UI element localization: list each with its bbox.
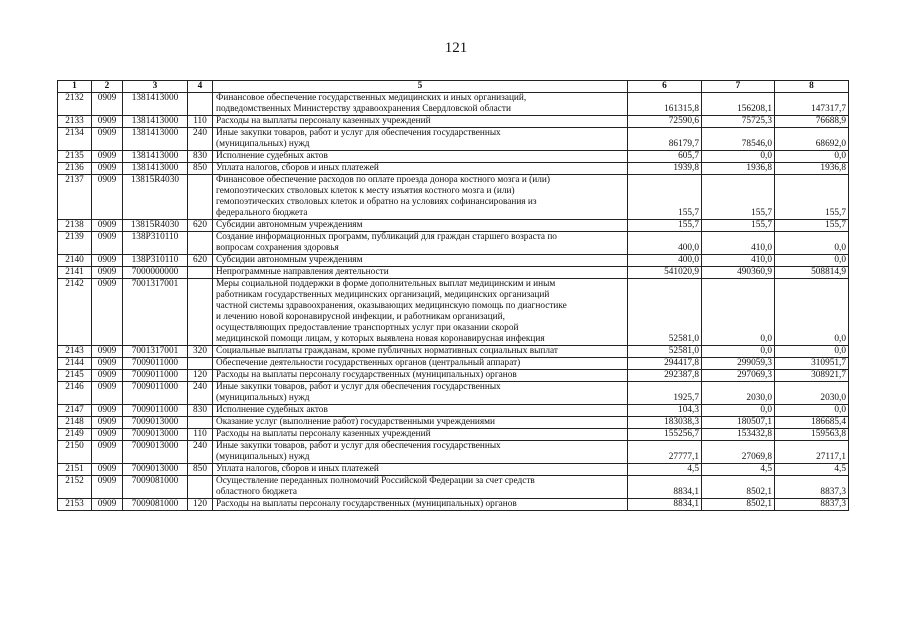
expense-type-cell: 850 — [188, 163, 213, 175]
target-article-cell: 138P310110 — [123, 232, 188, 255]
target-article-cell: 7001317001 — [123, 279, 188, 346]
amount-col7-cell: 0,0 — [702, 346, 775, 358]
amount-col7-cell: 2030,0 — [702, 382, 775, 405]
target-article-cell: 1381413000 — [123, 163, 188, 175]
section-code-cell: 0909 — [92, 151, 123, 163]
description-line: и лечению новой коронавирусной инфекции, и работникам организаций, — [216, 312, 505, 322]
amount-col6-cell: 52581,0 — [628, 346, 702, 358]
section-code-cell: 0909 — [92, 163, 123, 175]
target-article-cell: 7009011000 — [123, 382, 188, 405]
expense-type-cell — [188, 417, 213, 429]
target-article-cell: 7009013000 — [123, 429, 188, 441]
description-cell — [213, 255, 628, 267]
row-number-cell: 2146 — [58, 382, 92, 405]
section-code-cell: 0909 — [92, 220, 123, 232]
target-article-cell: 7009011000 — [123, 405, 188, 417]
amount-col6-cell: 294417,8 — [628, 358, 702, 370]
section-code-cell: 0909 — [92, 370, 123, 382]
table-row — [58, 163, 849, 175]
section-code-cell: 0909 — [92, 499, 123, 511]
section-code-cell: 0909 — [92, 175, 123, 220]
description-line: частной системы здравоохранения, оказывающих медицинскую помощь по диагностике — [216, 301, 567, 311]
amount-col8-cell: 155,7 — [775, 175, 849, 220]
row-number-cell: 2145 — [58, 370, 92, 382]
description-cell — [213, 346, 628, 358]
row-number-cell: 2137 — [58, 175, 92, 220]
row-number-cell: 2142 — [58, 279, 92, 346]
description-line: Уплата налогов, сборов и иных платежей — [216, 464, 379, 474]
table-row — [58, 93, 849, 116]
target-article-cell: 1381413000 — [123, 93, 188, 116]
amount-col7-cell: 410,0 — [702, 255, 775, 267]
description-cell — [213, 417, 628, 429]
table-row — [58, 429, 849, 441]
expense-type-cell — [188, 476, 213, 499]
amount-col6-cell: 72590,6 — [628, 116, 702, 128]
description-line: областного бюджета — [216, 487, 297, 497]
description-line: Субсидии автономным учреждениям — [216, 220, 363, 230]
amount-col7-cell: 75725,3 — [702, 116, 775, 128]
expense-type-cell: 110 — [188, 116, 213, 128]
budget-table — [57, 80, 849, 511]
description-line: Расходы на выплаты персоналу казенных учреждений — [216, 429, 431, 439]
amount-col6-cell: 541020,9 — [628, 267, 702, 279]
expense-type-cell — [188, 93, 213, 116]
description-cell — [213, 279, 628, 346]
target-article-cell: 7009011000 — [123, 370, 188, 382]
description-line: федерального бюджета — [216, 208, 308, 218]
expense-type-cell — [188, 232, 213, 255]
table-row — [58, 151, 849, 163]
description-cell — [213, 116, 628, 128]
section-code-cell: 0909 — [92, 476, 123, 499]
expense-type-cell: 620 — [188, 220, 213, 232]
amount-col8-cell: 0,0 — [775, 405, 849, 417]
description-cell — [213, 151, 628, 163]
section-code-cell: 0909 — [92, 382, 123, 405]
amount-col6-cell: 155,7 — [628, 220, 702, 232]
expense-type-cell: 620 — [188, 255, 213, 267]
amount-col6-cell: 27777,1 — [628, 441, 702, 464]
amount-col7-cell: 490360,9 — [702, 267, 775, 279]
description-line: Иные закупки товаров, работ и услуг для обеспечения государственных — [216, 441, 501, 451]
section-code-cell: 0909 — [92, 429, 123, 441]
amount-col7-cell: 0,0 — [702, 405, 775, 417]
amount-col7-cell: 155,7 — [702, 220, 775, 232]
row-number-cell: 2149 — [58, 429, 92, 441]
amount-col7-cell: 4,5 — [702, 464, 775, 476]
row-number-cell: 2135 — [58, 151, 92, 163]
amount-col6-cell: 605,7 — [628, 151, 702, 163]
description-cell — [213, 464, 628, 476]
amount-col8-cell: 308921,7 — [775, 370, 849, 382]
amount-col8-cell: 68692,0 — [775, 128, 849, 151]
section-code-cell: 0909 — [92, 267, 123, 279]
amount-col6-cell: 1925,7 — [628, 382, 702, 405]
table-row — [58, 370, 849, 382]
table-row — [58, 175, 849, 220]
description-line: Субсидии автономным учреждениям — [216, 255, 363, 265]
header-cell-6: 6 — [628, 81, 702, 93]
description-line: Исполнение судебных актов — [216, 151, 328, 161]
expense-type-cell — [188, 267, 213, 279]
description-cell — [213, 370, 628, 382]
page-number: 121 — [444, 40, 468, 56]
table-row — [58, 382, 849, 405]
expense-type-cell: 120 — [188, 499, 213, 511]
description-line: гемопоэтических стволовых клеток к месту изъятия костного мозга и (или) — [216, 186, 515, 196]
table-row — [58, 346, 849, 358]
table-body — [58, 93, 849, 511]
section-code-cell: 0909 — [92, 93, 123, 116]
table-row — [58, 476, 849, 499]
amount-col7-cell: 297069,3 — [702, 370, 775, 382]
amount-col6-cell: 292387,8 — [628, 370, 702, 382]
amount-col7-cell: 27069,8 — [702, 441, 775, 464]
expense-type-cell — [188, 358, 213, 370]
table-row — [58, 441, 849, 464]
row-number-cell: 2141 — [58, 267, 92, 279]
amount-col8-cell: 0,0 — [775, 255, 849, 267]
row-number-cell: 2152 — [58, 476, 92, 499]
description-line: Исполнение судебных актов — [216, 405, 328, 415]
table-header-row — [58, 81, 849, 93]
amount-col8-cell: 0,0 — [775, 232, 849, 255]
amount-col8-cell: 8837,3 — [775, 476, 849, 499]
description-line: гемопоэтических стволовых клеток и обратно на условиях софинансирования из — [216, 197, 537, 207]
target-article-cell: 1381413000 — [123, 116, 188, 128]
target-article-cell: 138P310110 — [123, 255, 188, 267]
amount-col6-cell: 1939,8 — [628, 163, 702, 175]
amount-col7-cell: 8502,1 — [702, 499, 775, 511]
description-line: Иные закупки товаров, работ и услуг для обеспечения государственных — [216, 128, 501, 138]
header-cell-8: 8 — [775, 81, 849, 93]
amount-col7-cell: 180507,1 — [702, 417, 775, 429]
description-cell — [213, 499, 628, 511]
section-code-cell: 0909 — [92, 464, 123, 476]
target-article-cell: 1381413000 — [123, 128, 188, 151]
target-article-cell: 7009013000 — [123, 417, 188, 429]
amount-col8-cell: 0,0 — [775, 279, 849, 346]
target-article-cell: 7001317001 — [123, 346, 188, 358]
description-line: Уплата налогов, сборов и иных платежей — [216, 163, 379, 173]
row-number-cell: 2153 — [58, 499, 92, 511]
section-code-cell: 0909 — [92, 128, 123, 151]
amount-col8-cell: 0,0 — [775, 151, 849, 163]
amount-col8-cell: 4,5 — [775, 464, 849, 476]
row-number-cell: 2139 — [58, 232, 92, 255]
amount-col6-cell: 8834,1 — [628, 499, 702, 511]
row-number-cell: 2148 — [58, 417, 92, 429]
description-cell — [213, 232, 628, 255]
description-cell — [213, 163, 628, 175]
section-code-cell: 0909 — [92, 405, 123, 417]
description-cell — [213, 405, 628, 417]
header-cell-4: 4 — [188, 81, 213, 93]
target-article-cell: 7009013000 — [123, 441, 188, 464]
header-cell-1: 1 — [58, 81, 92, 93]
amount-col6-cell: 161315,8 — [628, 93, 702, 116]
description-line: Финансовое обеспечение расходов по оплате проезда донора костного мозга и (или) — [216, 175, 550, 185]
description-line: Создание информационных программ, публикаций для граждан старшего возраста по — [216, 232, 557, 242]
expense-type-cell: 320 — [188, 346, 213, 358]
expense-type-cell — [188, 175, 213, 220]
table-row — [58, 417, 849, 429]
expense-type-cell — [188, 279, 213, 346]
table-row — [58, 128, 849, 151]
amount-col6-cell: 86179,7 — [628, 128, 702, 151]
section-code-cell: 0909 — [92, 232, 123, 255]
description-line: Непрограммные направления деятельности — [216, 267, 389, 277]
amount-col8-cell: 155,7 — [775, 220, 849, 232]
amount-col7-cell: 78546,0 — [702, 128, 775, 151]
table-row — [58, 232, 849, 255]
target-article-cell: 7000000000 — [123, 267, 188, 279]
expense-type-cell: 830 — [188, 151, 213, 163]
amount-col6-cell: 155,7 — [628, 175, 702, 220]
expense-type-cell: 240 — [188, 441, 213, 464]
amount-col8-cell: 27117,1 — [775, 441, 849, 464]
amount-col8-cell: 1936,8 — [775, 163, 849, 175]
description-line: (муниципальных) нужд — [216, 452, 310, 462]
section-code-cell: 0909 — [92, 279, 123, 346]
description-cell — [213, 220, 628, 232]
row-number-cell: 2151 — [58, 464, 92, 476]
target-article-cell: 7009081000 — [123, 476, 188, 499]
table-row — [58, 116, 849, 128]
section-code-cell: 0909 — [92, 116, 123, 128]
table-row — [58, 405, 849, 417]
description-cell — [213, 93, 628, 116]
amount-col7-cell: 410,0 — [702, 232, 775, 255]
amount-col8-cell: 2030,0 — [775, 382, 849, 405]
amount-col6-cell: 104,3 — [628, 405, 702, 417]
amount-col7-cell: 155,7 — [702, 175, 775, 220]
description-line: Иные закупки товаров, работ и услуг для обеспечения государственных — [216, 382, 501, 392]
description-cell — [213, 267, 628, 279]
description-line: (муниципальных) нужд — [216, 139, 310, 149]
table-row — [58, 255, 849, 267]
row-number-cell: 2150 — [58, 441, 92, 464]
amount-col7-cell: 299059,3 — [702, 358, 775, 370]
description-line: Обеспечение деятельности государственных органов (центральный аппарат) — [216, 358, 521, 368]
description-line: Расходы на выплаты персоналу казенных учреждений — [216, 116, 431, 126]
amount-col7-cell: 8502,1 — [702, 476, 775, 499]
description-cell — [213, 128, 628, 151]
description-line: Осуществление переданных полномочий Российской Федерации за счет средств — [216, 476, 535, 486]
header-cell-7: 7 — [702, 81, 775, 93]
row-number-cell: 2143 — [58, 346, 92, 358]
table-row — [58, 267, 849, 279]
description-line: работникам государственных медицинских организаций, медицинских организаций — [216, 290, 550, 300]
description-line: осуществляющих предоставление транспортных услуг при оказании скорой — [216, 323, 519, 333]
section-code-cell: 0909 — [92, 346, 123, 358]
expense-type-cell: 830 — [188, 405, 213, 417]
description-cell — [213, 358, 628, 370]
description-cell — [213, 175, 628, 220]
amount-col8-cell: 0,0 — [775, 346, 849, 358]
description-line: медицинской помощи лицам, у которых выявлена новая коронавирусная инфекция — [216, 334, 545, 344]
amount-col8-cell: 186685,4 — [775, 417, 849, 429]
table-row — [58, 279, 849, 346]
description-line: Расходы на выплаты персоналу государственных (муниципальных) органов — [216, 499, 517, 509]
row-number-cell: 2134 — [58, 128, 92, 151]
amount-col6-cell: 155256,7 — [628, 429, 702, 441]
table-row — [58, 220, 849, 232]
header-cell-2: 2 — [92, 81, 123, 93]
target-article-cell: 13815R4030 — [123, 220, 188, 232]
description-line: (муниципальных) нужд — [216, 393, 310, 403]
amount-col6-cell: 52581,0 — [628, 279, 702, 346]
table-row — [58, 499, 849, 511]
amount-col7-cell: 1936,8 — [702, 163, 775, 175]
expense-type-cell: 850 — [188, 464, 213, 476]
amount-col6-cell: 4,5 — [628, 464, 702, 476]
amount-col7-cell: 0,0 — [702, 279, 775, 346]
amount-col6-cell: 8834,1 — [628, 476, 702, 499]
amount-col8-cell: 310951,7 — [775, 358, 849, 370]
row-number-cell: 2133 — [58, 116, 92, 128]
description-line: Социальные выплаты гражданам, кроме публичных нормативных социальных выплат — [216, 346, 558, 356]
amount-col8-cell: 8837,3 — [775, 499, 849, 511]
expense-type-cell: 110 — [188, 429, 213, 441]
description-cell — [213, 382, 628, 405]
header-cell-5: 5 — [213, 81, 628, 93]
description-line: Расходы на выплаты персоналу государственных (муниципальных) органов — [216, 370, 517, 380]
target-article-cell: 7009013000 — [123, 464, 188, 476]
amount-col7-cell: 0,0 — [702, 151, 775, 163]
row-number-cell: 2138 — [58, 220, 92, 232]
table-row — [58, 358, 849, 370]
amount-col8-cell: 159563,8 — [775, 429, 849, 441]
table-row — [58, 464, 849, 476]
description-line: Финансовое обеспечение государственных медицинских и иных организаций, — [216, 93, 527, 103]
description-line: подведомственных Министерству здравоохранения Свердловской области — [216, 104, 511, 114]
target-article-cell: 7009011000 — [123, 358, 188, 370]
row-number-cell: 2136 — [58, 163, 92, 175]
description-cell — [213, 429, 628, 441]
description-cell — [213, 441, 628, 464]
description-cell — [213, 476, 628, 499]
section-code-cell: 0909 — [92, 417, 123, 429]
row-number-cell: 2144 — [58, 358, 92, 370]
section-code-cell: 0909 — [92, 441, 123, 464]
header-cell-3: 3 — [123, 81, 188, 93]
description-line: Оказание услуг (выполнение работ) государственными учреждениями — [216, 417, 496, 427]
row-number-cell: 2132 — [58, 93, 92, 116]
amount-col7-cell: 153432,8 — [702, 429, 775, 441]
amount-col8-cell: 147317,7 — [775, 93, 849, 116]
amount-col7-cell: 156208,1 — [702, 93, 775, 116]
amount-col6-cell: 400,0 — [628, 255, 702, 267]
expense-type-cell: 240 — [188, 382, 213, 405]
amount-col6-cell: 183038,3 — [628, 417, 702, 429]
description-line: Меры социальной поддержки в форме дополнительных выплат медицинским и иным — [216, 279, 556, 289]
amount-col8-cell: 76688,9 — [775, 116, 849, 128]
section-code-cell: 0909 — [92, 358, 123, 370]
amount-col6-cell: 400,0 — [628, 232, 702, 255]
expense-type-cell: 120 — [188, 370, 213, 382]
target-article-cell: 7009081000 — [123, 499, 188, 511]
section-code-cell: 0909 — [92, 255, 123, 267]
target-article-cell: 13815R4030 — [123, 175, 188, 220]
amount-col8-cell: 508814,9 — [775, 267, 849, 279]
description-line: вопросам сохранения здоровья — [216, 243, 339, 253]
expense-type-cell: 240 — [188, 128, 213, 151]
row-number-cell: 2147 — [58, 405, 92, 417]
row-number-cell: 2140 — [58, 255, 92, 267]
target-article-cell: 1381413000 — [123, 151, 188, 163]
